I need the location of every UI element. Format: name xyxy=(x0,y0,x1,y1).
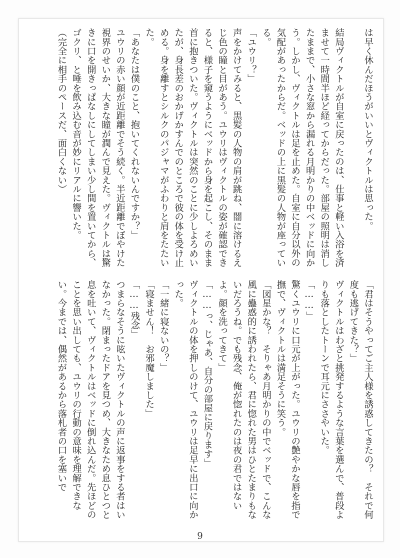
paragraph: 「ユウリ？」 xyxy=(245,28,257,84)
text-block-top xyxy=(28,28,374,268)
paragraph: 驚くユウリに口元が上がった。ユウリの艶やかな唇を指で撫で、ヴィクトルは満足そうに笑う。 xyxy=(274,280,301,520)
paragraph: ユウリの赤い顔が近距離でそう続く。半近距離でぼやけた視界のせいか、大きな瞳が潤んで見えた。ヴィクトルは驚きに口を開きっぱなしにしてしまい少し間を置いてから、ゴクリ、と唾を飲み込む音が妙にリアルに響いた。 xyxy=(70,28,125,268)
paragraph: つまらなそうに呟いたヴィクトルの声に返事をする者はいなかった。閉まったドアを見つめ、大きなため息ひとつと息を吐いて、ヴィクトルはベッドに倒れ込んだ。先ほどのことを思い出しても、ユウリの行動の意味を理解できない。今までは、偶然があるから落札者の口を塞いで xyxy=(55,280,125,520)
paragraph: 「寝ません！ お邪魔しました」 xyxy=(143,280,155,418)
paragraph: は早く休んだほうがいいとヴィクトルは思った。 xyxy=(362,28,373,231)
paragraph: 「あなたは僕のこと、抱いてくれないんですか？」 xyxy=(128,28,140,240)
paragraph: ヴィクトルはわざと挑発するような言葉を選んで、普段よりも落としたトーンで耳元にささやいた。 xyxy=(318,280,344,520)
paragraph: 「君はそうやってご主人様を誘惑してきたの？ それで何度も逃げてきた？」 xyxy=(347,280,373,520)
paragraph xyxy=(345,28,360,268)
text-block-bottom xyxy=(28,280,374,520)
paragraph: 結局ヴィクトルが自室に戻ったのは、仕事と軽い入浴を済ませて一時間半ほど経ってからだった。部屋の照明は消したままで、小さな窓から漏れる月明かりの中ベッドに向かう。しかし、ヴィクトルは足を止めた。自室に自分以外の気配があったからだ。ベッドの上に黒髪の人物が座っている。 xyxy=(259,28,344,268)
paragraph: 「図星かな？ そりゃあ月明かりの中でベッドで、こんな風に蠱惑的に誘われたら、君に惚れた男はひとたまりもないだろうね。でも残念、俺が惚れたのは夜の君ではないよ。顔を洗ってきて」 xyxy=(216,280,271,520)
paragraph: 声をかけてみると、黒髪の人物の肩が跳ね、闇に溶けるえじ色の瞳と目があう。ユウリはヴィクトルの姿が確認できると、様子を窺うようにベッドから身を起こし、そのまま首に抱きついた。ヴィクトルは突然のことに少しよろめいたが、身長差のおかげかすんでのところで彼の体を受け止める。身を離すとシルクのパジャマがふわりと肩をたたいた。 xyxy=(143,28,242,268)
paragraph: ヴィクトルの体を押しのけて、ユウリは足早に出口に向かった。 xyxy=(172,280,198,520)
paragraph: 「一緒に寝ないの？」 xyxy=(157,280,169,372)
paragraph: （完全に相手のペースだ、面白くない） xyxy=(55,28,67,194)
paragraph: 「……残念」 xyxy=(128,280,140,339)
paragraph: 「……っ、じゃあ、自分の部屋に戻ります」 xyxy=(201,280,213,468)
paragraph: 「……」 xyxy=(303,280,315,321)
page-number: 9 xyxy=(197,532,203,542)
